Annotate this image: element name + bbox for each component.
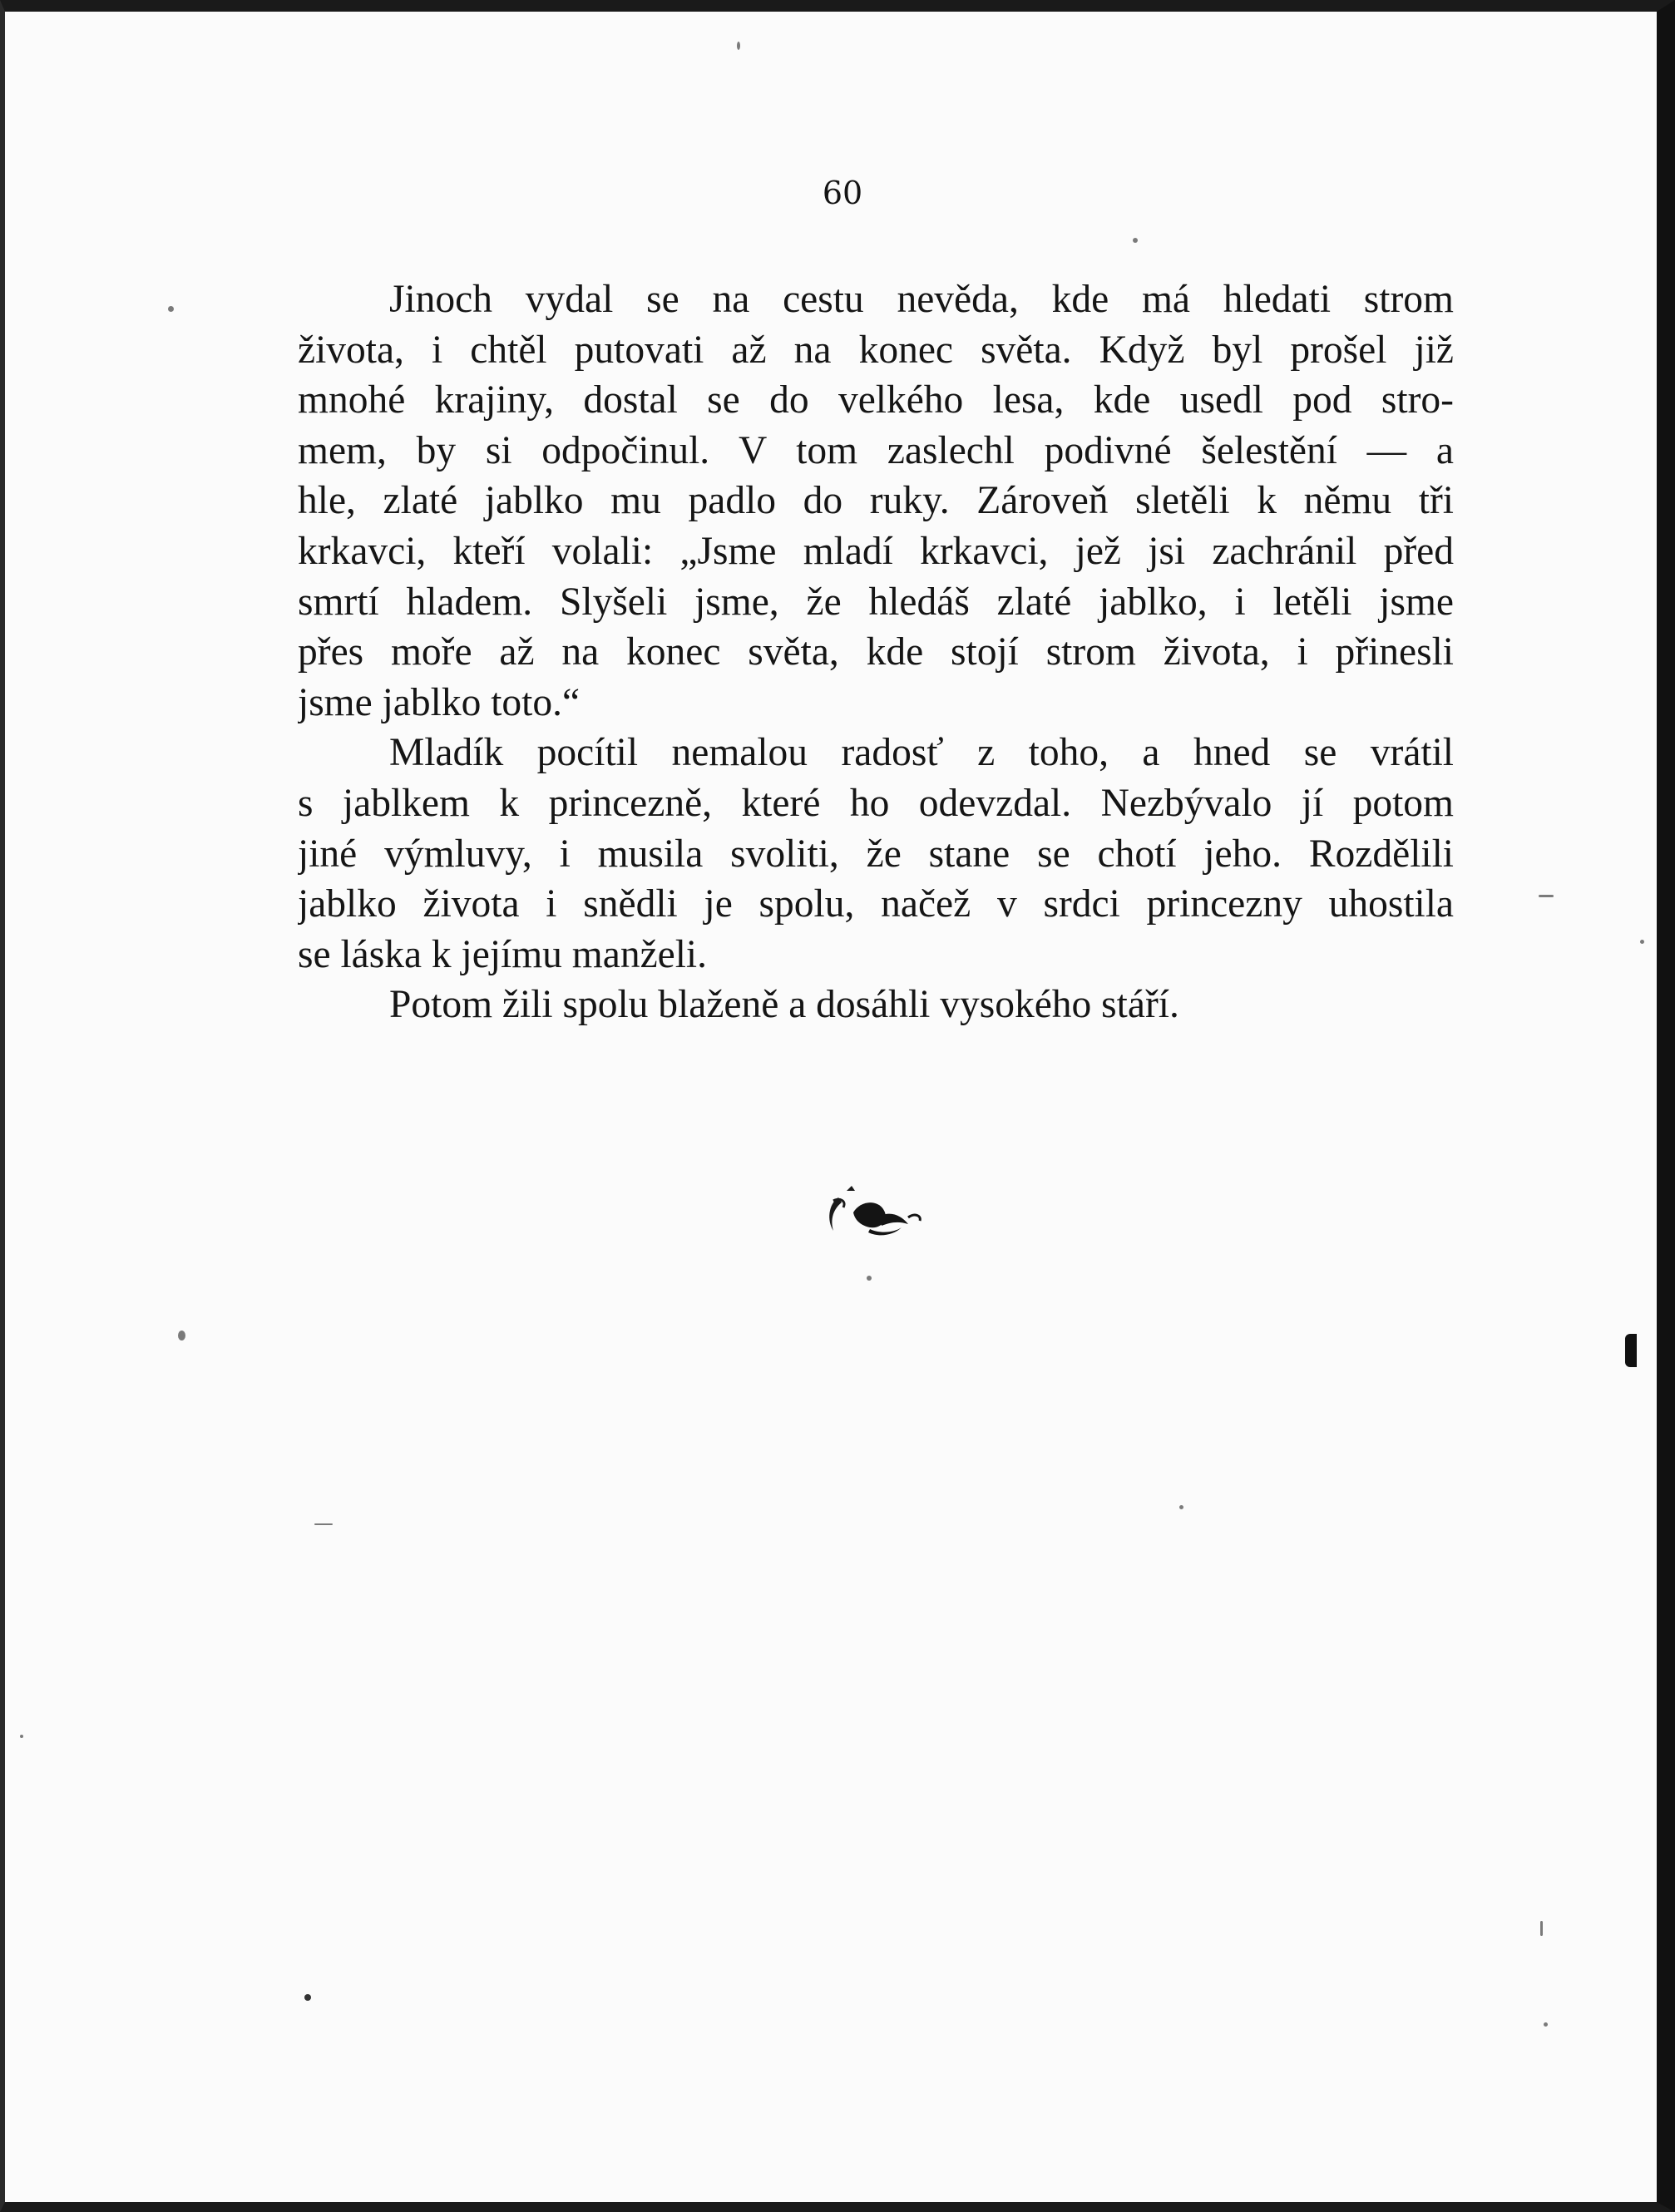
scan-speck bbox=[1133, 238, 1138, 243]
fleuron-ornament-icon bbox=[822, 1183, 926, 1242]
page-number: 60 bbox=[822, 175, 863, 211]
scan-speck bbox=[1544, 2022, 1548, 2027]
scan-edge-mark bbox=[1625, 1334, 1637, 1367]
text-line: života, i chtěl putovati až na konec světa. Když byl prošel již bbox=[298, 328, 1454, 372]
scan-speck bbox=[867, 1276, 872, 1281]
scan-speck bbox=[1540, 1921, 1543, 1936]
text-line: Potom žili spolu blaženě a dosáhli vysokého stáří. bbox=[389, 983, 1179, 1027]
scan-speck bbox=[1179, 1505, 1183, 1509]
text-line: přes moře až na konec světa, kde stojí strom života, i přinesli bbox=[298, 630, 1454, 674]
text-line: hle, zlaté jablko mu padlo do ruky. Zároveň sletěli k němu tři bbox=[298, 479, 1454, 523]
scan-speck bbox=[737, 42, 740, 50]
text-line: mem, by si odpočinul. V tom zaslechl podivné šelestění — a bbox=[298, 428, 1454, 472]
text-line: smrtí hladem. Slyšeli jsme, že hledáš zlaté jablko, i letěli jsme bbox=[298, 580, 1454, 624]
text-line: jiné výmluvy, i musila svoliti, že stane se chotí jeho. Rozdělili bbox=[298, 832, 1454, 876]
scan-speck bbox=[1640, 940, 1644, 944]
text-line: Mladík pocítil nemalou radosť z toho, a hned se vrátil bbox=[389, 731, 1454, 775]
scan-speck bbox=[178, 1331, 185, 1341]
text-line: krkavci, kteří volali: „Jsme mladí krkavci, jež jsi zachránil před bbox=[298, 529, 1454, 573]
text-line: Jinoch vydal se na cestu nevěda, kde má hledati strom bbox=[389, 278, 1454, 321]
scan-speck bbox=[20, 1735, 23, 1738]
text-line: jsme jablko toto.“ bbox=[298, 680, 581, 724]
scan-speck bbox=[1539, 895, 1554, 897]
text-line: s jablkem k princezně, které ho odevzdal. Nezbývalo jí potom bbox=[298, 781, 1454, 825]
body-text bbox=[298, 274, 1454, 1030]
scan-speck bbox=[304, 1994, 311, 2001]
text-line: mnohé krajiny, dostal se do velkého lesa, kde usedl pod stro- bbox=[298, 378, 1454, 422]
scan-speck bbox=[168, 306, 174, 312]
text-line: jablko života i snědli je spolu, načež v srdci princezny uhostila bbox=[298, 882, 1454, 926]
scan-speck bbox=[314, 1523, 333, 1525]
text-line: se láska k jejímu manželi. bbox=[298, 932, 708, 976]
